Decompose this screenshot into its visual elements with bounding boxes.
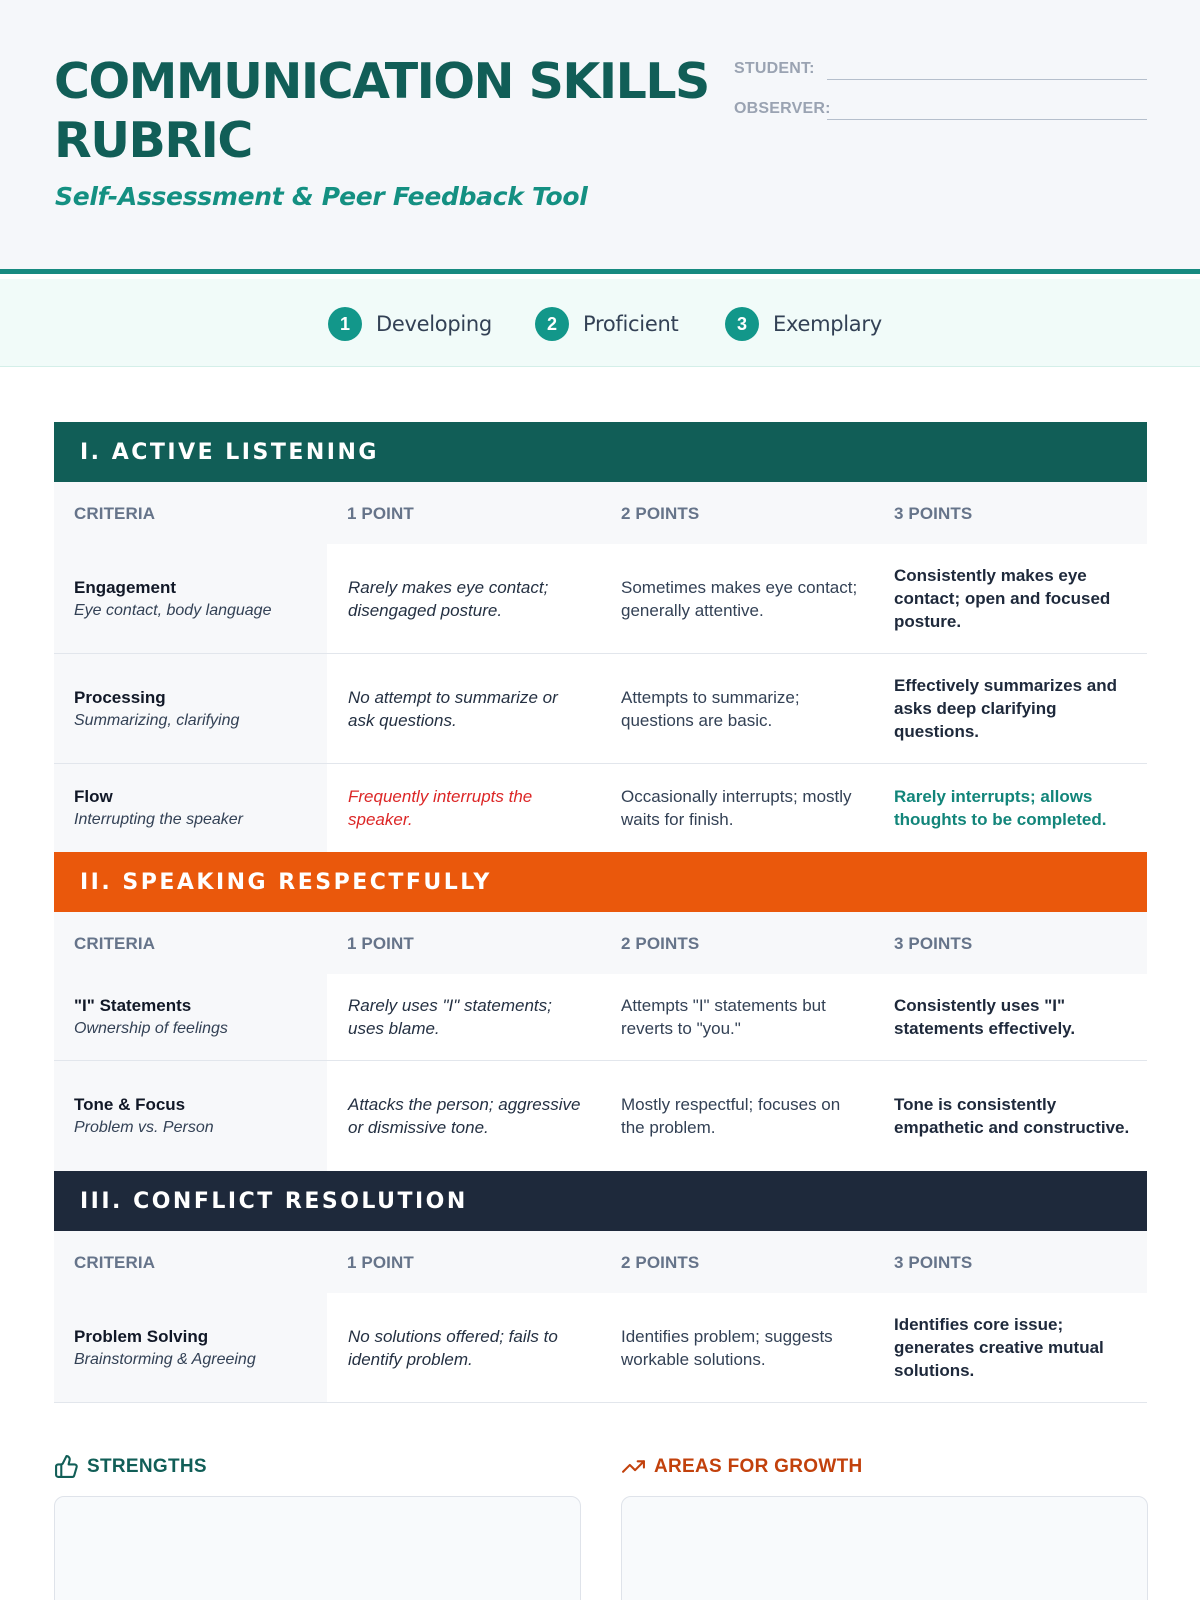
table-row: [54, 544, 1147, 654]
legend-item-developing: [328, 307, 492, 341]
score-1-cell: Rarely makes eye contact; disengaged posture.: [348, 577, 549, 620]
criteria-name: "I" Statements: [74, 996, 192, 1015]
criteria-name: Problem Solving: [74, 1326, 209, 1346]
table-row: [54, 974, 1147, 1061]
section-title-active-listening: I. ACTIVE LISTENING: [54, 422, 1147, 482]
legend-label-developing: Developing: [376, 312, 492, 336]
observer-label: OBSERVER:: [734, 100, 831, 117]
page-subtitle: Self-Assessment & Peer Feedback Tool: [55, 182, 588, 211]
section-title-conflict-resolution: III. CONFLICT RESOLUTION: [54, 1171, 1147, 1231]
column-header-criteria: CRITERIA: [74, 934, 156, 953]
criteria-cell: [74, 764, 324, 852]
column-header-2-points: 2 POINTS: [621, 934, 700, 953]
legend-label-proficient: Proficient: [583, 312, 679, 336]
score-3-cell: Consistently uses "I" statements effectively.: [894, 996, 1076, 1038]
criteria-desc: Ownership of feelings: [74, 1020, 228, 1037]
table-row: [54, 1061, 1147, 1171]
score-1-cell: No solutions offered; fails to identify problem.: [348, 1326, 558, 1369]
growth-heading: [621, 1454, 863, 1479]
criteria-desc: Summarizing, clarifying: [74, 711, 240, 729]
column-header-1-point: 1 POINT: [347, 934, 414, 953]
column-header-row: [54, 482, 1147, 544]
legend-badge-3: 3: [725, 307, 759, 341]
scoring-legend: [0, 279, 1200, 367]
header: [0, 0, 1200, 274]
column-header-2-points: 2 POINTS: [621, 504, 700, 523]
criteria-name: Flow: [74, 787, 113, 806]
student-field[interactable]: [734, 52, 1147, 82]
criteria-desc: Brainstorming & Agreeing: [74, 1350, 256, 1368]
column-header-1-point: 1 POINT: [347, 504, 414, 523]
growth-label: AREAS FOR GROWTH: [654, 1455, 863, 1477]
student-label: STUDENT:: [734, 60, 815, 77]
score-3-cell: Effectively summarizes and asks deep clarifying questions.: [894, 676, 1117, 741]
score-2-cell: Sometimes makes eye contact; generally attentive.: [621, 577, 858, 620]
criteria-cell: [74, 654, 324, 763]
score-3-cell: Tone is consistently empathetic and constructive.: [894, 1095, 1130, 1137]
criteria-name: Tone & Focus: [74, 1095, 186, 1114]
column-header-3-points: 3 POINTS: [894, 934, 973, 953]
column-header-row: [54, 912, 1147, 974]
legend-badge-1: 1: [328, 307, 362, 341]
criteria-cell: [74, 1061, 324, 1171]
legend-badge-2: 2: [535, 307, 569, 341]
score-2-cell: Occasionally interrupts; mostly waits for finish.: [621, 787, 852, 829]
criteria-name: Engagement: [74, 577, 177, 597]
table-row: [54, 654, 1147, 764]
strengths-textbox[interactable]: [54, 1496, 581, 1600]
strengths-heading: [54, 1454, 207, 1479]
column-header-3-points: 3 POINTS: [894, 504, 973, 523]
column-header-2-points: 2 POINTS: [621, 1253, 700, 1272]
column-header-criteria: CRITERIA: [74, 1253, 156, 1272]
score-3-cell: Identifies core issue; generates creative mutual solutions.: [894, 1315, 1104, 1380]
table-row: [54, 1293, 1147, 1403]
score-1-cell: Rarely uses "I" statements; uses blame.: [348, 996, 552, 1038]
student-line[interactable]: [827, 79, 1147, 80]
column-header-1-point: 1 POINT: [347, 1253, 414, 1272]
criteria-cell: [74, 974, 324, 1060]
criteria-desc: Interrupting the speaker: [74, 811, 243, 828]
criteria-cell: [74, 544, 324, 653]
criteria-desc: Eye contact, body language: [74, 601, 272, 619]
score-2-cell: Mostly respectful; focuses on the problem.: [621, 1095, 841, 1137]
legend-item-exemplary: [725, 307, 882, 341]
score-1-cell: Attacks the person; aggressive or dismissive tone.: [348, 1095, 581, 1137]
score-3-cell: Rarely interrupts; allows thoughts to be completed.: [894, 787, 1107, 829]
page-title: COMMUNICATION SKILLS RUBRIC: [54, 53, 709, 169]
legend-item-proficient: [535, 307, 678, 341]
observer-line[interactable]: [827, 119, 1147, 120]
strengths-label: STRENGTHS: [87, 1455, 207, 1477]
observer-field[interactable]: [734, 92, 1147, 122]
growth-textbox[interactable]: [621, 1496, 1148, 1600]
trending-up-icon: [621, 1454, 646, 1479]
score-2-cell: Attempts "I" statements but reverts to "you.": [621, 996, 826, 1038]
criteria-desc: Problem vs. Person: [74, 1119, 214, 1136]
column-header-3-points: 3 POINTS: [894, 1253, 973, 1272]
column-header-criteria: CRITERIA: [74, 504, 156, 523]
criteria-cell: [74, 1293, 324, 1402]
score-1-cell: No attempt to summarize or ask questions.: [348, 687, 558, 730]
column-header-row: [54, 1231, 1147, 1293]
legend-label-exemplary: Exemplary: [773, 312, 882, 336]
score-2-cell: Attempts to summarize; questions are basic.: [621, 687, 800, 730]
table-row: [54, 764, 1147, 852]
section-title-speaking-respectfully: II. SPEAKING RESPECTFULLY: [54, 852, 1147, 912]
score-2-cell: Identifies problem; suggests workable solutions.: [621, 1326, 833, 1369]
thumbs-up-icon: [54, 1454, 79, 1479]
score-1-cell: Frequently interrupts the speaker.: [348, 787, 533, 829]
score-3-cell: Consistently makes eye contact; open and focused posture.: [894, 566, 1111, 631]
criteria-name: Processing: [74, 687, 166, 707]
